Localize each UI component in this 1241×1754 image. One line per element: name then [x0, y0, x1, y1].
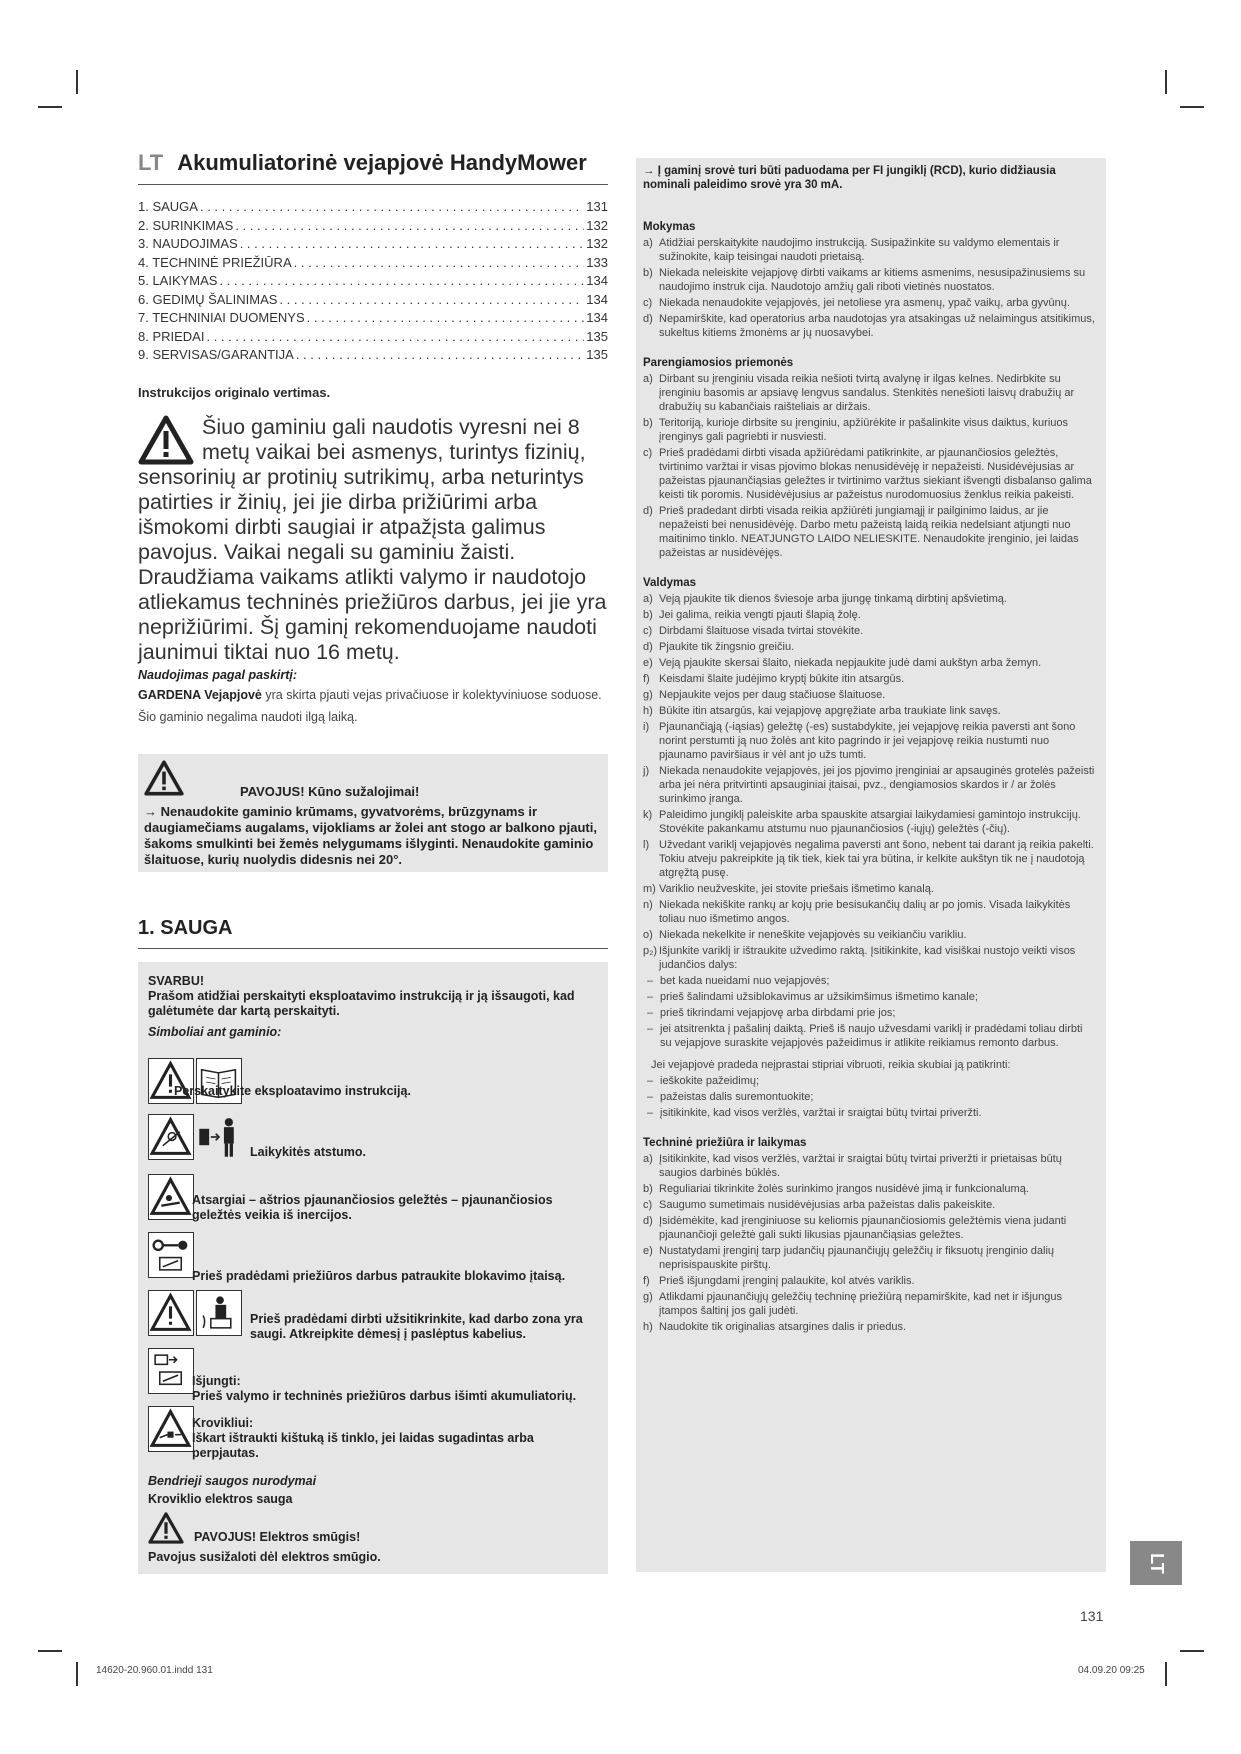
section-title-sauga: 1. SAUGA [138, 917, 608, 949]
translation-note: Instrukcijos originalo vertimas. [138, 385, 331, 400]
list-item: l) Užvedant variklį vejapjovės negalima paversti ant šono, nebent tai darant ją reikia pakelti. Tokiu atveju pakreipkite ją tik tiek, kiek tai yra būtina, ir kelkite aukštyn tik ne į naudotoją atgręžtą pusę. [643, 839, 1094, 879]
table-of-contents [138, 198, 608, 365]
dash-item: – prieš šalindami užsiblokavimus ar užsikimšimus išmetimo kanale; [647, 991, 978, 1003]
crop-mark [38, 1650, 62, 1652]
toc-item[interactable] [138, 217, 608, 236]
section-heading: Parengiamosios priemonės [643, 357, 794, 369]
toc-item[interactable] [138, 254, 608, 273]
toc-title: 6. GEDIMŲ ŠALINIMAS [138, 291, 278, 307]
keep-distance-icon [196, 1114, 242, 1160]
dash-item: – jei atsitrenkta į pašalinį daiktą. Prieš iš naujo užvesdami variklį ir pradėdami toliau dirbti su vejapjove suraskite vejapjovės pažeidimus ir atlikite reikiamus remonto darbus. [647, 1023, 1083, 1049]
toc-item[interactable] [138, 235, 608, 254]
toc-title: 3. NAUDOJIMAS [138, 236, 238, 251]
list-item: m) Variklio neužveskite, jei stovite priešais išmetimo kanalą. [643, 883, 934, 895]
warning-triangle-icon [144, 760, 184, 796]
vibration-text: Jei vejapjovė pradeda neįprastai stipriai vibruoti, reikia skubiai ją patikrinti: [651, 1059, 1011, 1071]
toc-page: 135 [586, 328, 608, 344]
list-item: d) Įsidėmėkite, kad įrenginiuose su keliomis pjaunančiosiomis geležtėmis viena judanti pjaunančioji geležtė gali sukti likusias pjaunančiąsias geležtes. [643, 1215, 1067, 1241]
important-label: SVARBU! [148, 974, 205, 988]
no-continuous-use-text: Šio gaminio negalima naudoti ilgą laiką. [138, 710, 358, 724]
toc-item[interactable] [138, 328, 608, 347]
section-heading: Valdymas [643, 577, 697, 589]
footer-date: 04.09.20 09:25 [1078, 1665, 1145, 1676]
toc-page: 132 [586, 217, 608, 233]
toc-item[interactable] [138, 291, 608, 310]
toc-page: 131 [586, 199, 608, 214]
danger-injury-text: → Nenaudokite gaminio krūmams, gyvatvorėms, brūzgynams ir daugiamečiams augalams, vijokliams ar žolei ant stogo ar balkono pjauti, šakoms smulkinti bei žemės nelygumams išlyginti. Nenaudokite gaminio šlaituose, kurių nuolydis didesnis nei 20°. [144, 804, 597, 867]
crop-mark [1180, 106, 1204, 108]
toc-page: 133 [586, 254, 608, 270]
remove-battery-icon [148, 1348, 194, 1394]
list-item: f) Prieš išjungdami įrenginį palaukite, kol atvės variklis. [643, 1275, 915, 1287]
rcd-note: → Į gaminį srovė turi būti paduodama per FI jungiklį (RCD), kurio didžiausia nominali paleidimo srovė yra 30 mA. [643, 165, 1056, 191]
list-item: g) Nepjaukite vejos per daug stačiuose šlaituose. [643, 689, 886, 701]
toc-title: 9. SERVISAS/GARANTIJA [138, 347, 294, 362]
crop-mark [1165, 70, 1167, 94]
list-item: i) Pjaunančiąją (-iąsias) geležtę (-es) sustabdykite, jei vejapjovę reikia paversti ant šono norint perstumti ją nuo žolės ant kito pagrindo ir jei vejapjovę reikia nustumti nuo pjaunamo paviršiaus ir vėl ant jo užs tumti. [643, 721, 1076, 761]
danger-injury-title: PAVOJUS! Kūno sužalojimai! [240, 784, 420, 799]
list-item: a) Dirbant su įrenginiu visada reikia nešioti tvirtą avalynę ir ilgas kelnes. Nedirbkite su įrenginiu basomis ar apsiavę lengvus sandalus. Stenkitės nenešioti laisvų drabužių ar drabužių su kabančiais raišteliais ar diržais. [643, 373, 1075, 413]
language-code: LT [138, 150, 164, 175]
list-item: c) Prieš pradėdami dirbti visada apžiūrėdami patikrinkite, ar pjaunančiosios geležtės, tvirtinimo varžtai ir visas pjovimo blokas nenusidėvėję ir nepažeisti. Nusidėvėjusias ar pažeistas pjaunančiąsias geležtes ir tvirtinimo varžtus siekiant išvengti disbalanso galima keisti tik poromis. Nusidėvėjusius ar pažeistus nurodomuosius ženklus reikia pakeisti. [643, 447, 1092, 501]
dash-item: – ieškokite pažeidimų; [647, 1075, 760, 1087]
footer-file-info: 14620-20.960.01.indd 131 [96, 1665, 213, 1676]
section-valdymas [643, 576, 1095, 1120]
list-item: k) Paleidimo jungiklį paleiskite arba spauskite atsargiai laikydamiesi gamintojo instrukcijų. Stovėkite pakankamu atstumu nuo pjaunančiosios (-iųjų) geležtės (-čių). [643, 809, 1081, 835]
list-item: p₂) Išjunkite variklį ir ištraukite užvedimo raktą. Įsitikinkite, kad visiškai nustojo veikti visos judančios dalys: [643, 945, 1076, 971]
toc-item[interactable] [138, 272, 608, 291]
remove-key-icon [148, 1232, 194, 1278]
symbol-label: Prieš pradėdami priežiūros darbus patraukite blokavimo įtaisą. [192, 1269, 566, 1283]
list-item: c) Dirbdami šlaituose visada tvirtai stovėkite. [643, 625, 864, 637]
general-safety-heading: Bendrieji saugos nurodymai [148, 1474, 317, 1488]
right-column-box [636, 158, 1106, 1572]
symbol-label: Perskaitykite eksploatavimo instrukciją. [174, 1084, 411, 1098]
safety-box [138, 962, 608, 1574]
symbol-label: Laikykitės atstumo. [250, 1145, 367, 1159]
list-item: d) Nepamirškite, kad operatorius arba naudotojas yra atsakingas už nelaimingus atsitikimus, sukeltus kitiems žmonėms ar jų nuosavybei. [643, 313, 1095, 339]
list-item: o) Niekada nekelkite ir neneškite vejapjovės su veikiančiu varikliu. [643, 929, 967, 941]
warning-symbol-icon [148, 1290, 194, 1336]
important-text: Prašom atidžiai perskaityti eksploatavimo instrukciją ir ją išsaugoti, kad galėtumėte dar kartą perskaityti. [148, 989, 575, 1018]
list-item: h) Naudokite tik originalias atsargines dalis ir priedus. [643, 1321, 907, 1333]
list-item: g) Atlikdami pjaunančiųjų geležčių techninę priežiūrą nepamirškite, kad net ir išjungus įtampos šaltinį jos gali judėti. [643, 1291, 1062, 1317]
toc-title: 4. TECHNINĖ PRIEŽIŪRA [138, 254, 292, 270]
list-item: c) Saugumo sumetimais nusidėvėjusias arba pažeistas dalis pakeiskite. [643, 1199, 996, 1211]
title-text: Akumuliatorinė vejapjovė HandyMower [177, 150, 587, 175]
list-item: a) Įsitikinkite, kad visos veržlės, varžtai ir sraigtai būtų tvirtai priveržti ir prietaisas būtų saugios darbinės būklės. [643, 1153, 1062, 1179]
crop-mark [38, 106, 62, 108]
intended-use [138, 667, 608, 731]
toc-title: 7. TECHNINIAI DUOMENYS [138, 310, 305, 325]
list-item: d) Prieš pradedant dirbti visada reikia apžiūrėti jungiamąjį ir pailginimo laidus, ar jie nepažeisti bei nenusidėvėję. Darbo metu pažeistą laidą reikia nedelsiant atjungti nuo maitinimo tinklo. NEATJUNGTO LAIDO NELIESKITE. Nenaudokite įrenginio, jei laidas pažeistas ar nusidėvėjęs. [643, 505, 1079, 559]
dash-item: – prieš tikrindami vejapjovę arba dirbdami prie jos; [647, 1007, 896, 1019]
crop-mark [1165, 1662, 1167, 1686]
dash-item: – bet kada nueidami nuo vejapjovės; [647, 975, 830, 987]
section-heading: Techninė priežiūra ir laikymas [643, 1137, 807, 1149]
crop-mark [76, 70, 78, 94]
list-item: e) Veją pjaukite skersai šlaito, niekada nepjaukite judė dami aukštyn arba žemyn. [643, 657, 1042, 669]
symbols-heading: Simboliai ant gaminio: [148, 1025, 282, 1039]
list-item: b) Jei galima, reikia vengti pjauti šlapią žolę. [643, 609, 861, 621]
electric-shock-title: PAVOJUS! Elektros smūgis! [194, 1530, 361, 1544]
section-technine-prieziura [643, 1136, 1095, 1334]
toc-title: 1. SAUGA [138, 199, 198, 214]
list-item: a) Atidžiai perskaitykite naudojimo instrukciją. Susipažinkite su valdymo elementais ir sužinokite, kaip teisingai naudoti prietaisą. [643, 237, 1060, 263]
page-number: 131 [1080, 1608, 1104, 1624]
language-side-tab [1130, 1541, 1182, 1585]
list-item: h) Būkite itin atsargūs, kai vejapjovę apgręžiate arba traukiate link savęs. [643, 705, 1001, 717]
symbol-label: Krovikliui: [192, 1416, 254, 1430]
list-item: d) Pjaukite tik žingsnio greičiu. [643, 641, 795, 653]
charger-safety-heading: Kroviklio elektros sauga [148, 1492, 293, 1506]
page-title [138, 150, 608, 185]
list-item: c) Niekada nenaudokite vejapjovės, jei netoliese yra asmenų, ypač vaikų, arba gyvūnų. [643, 297, 1070, 309]
child-safety-text: Šiuo gaminiu gali naudotis vyresni nei 8 metų vaikai bei asmenys, turintys fizinių, sensorinių ar protinių sutrikimų, arba neturintys patirties ir žinių, jei jie dirba prižiūrimi arba išmokomi dirbti saugiai ir atpažįsta galimus pavojus. Vaikai negali su gaminiu žaisti. Draudžiama vaikams atlikti valymo ir naudotojo atliekamus techninės priežiūros darbus, jei jie yra neprižiūrimi. Šį gaminį rekomenduojame naudoti jaunimui tiktai nuo 16 metų. [138, 415, 607, 664]
toc-page: 134 [586, 310, 608, 325]
list-item: j) Niekada nenaudokite vejapjovės, jei jos pjovimo įrenginiai ar apsauginės grotelės pažeisti arba jei nėra pritvirtinti apsauginiai įtaisai, pvz., dengiamosios skardos ir / ar žolės surinkimo įranga. [643, 765, 1095, 805]
toc-page: 132 [586, 236, 608, 251]
toc-item[interactable] [138, 346, 608, 365]
list-item: b) Teritoriją, kurioje dirbsite su įrenginiu, apžiūrėkite ir pašalinkite visus daiktus, kuriuos įrenginys gali pagriebti ir nusviesti. [643, 417, 1069, 443]
symbol-text: Prieš valymo ir techninės priežiūros darbus išimti akumuliatorių. [192, 1389, 577, 1403]
toc-title: 2. SURINKIMAS [138, 217, 234, 233]
symbol-label: Išjungti: [192, 1374, 241, 1388]
list-item: b) Niekada neleiskite vejapjovę dirbti vaikams ar kitiems asmenims, nesusipažinusiems su naudojimo instruk cija. Naudotojo amžių gali riboti vietinės nuostatos. [643, 267, 1086, 293]
crop-mark [1180, 1650, 1204, 1652]
crop-mark [76, 1662, 78, 1686]
electric-shock-text: Pavojus susižaloti dėl elektros smūgio. [148, 1550, 381, 1564]
warning-triangle-icon [138, 415, 194, 465]
dash-item: – įsitikinkite, kad visos veržlės, varžtai ir sraigtai būtų tvirtai priveržti. [647, 1107, 982, 1119]
danger-injury-box [138, 754, 608, 872]
dash-item: – pažeistas dalis suremontuokite; [647, 1091, 814, 1103]
toc-item[interactable] [138, 309, 608, 328]
child-safety-warning [138, 415, 608, 665]
toc-title: 5. LAIKYMAS [138, 273, 218, 288]
brand-name: GARDENA Vejapjovė [138, 688, 262, 702]
safe-work-area-icon [196, 1290, 242, 1336]
sharp-blades-warning-icon [148, 1174, 194, 1220]
toc-title: 8. PRIEDAI [138, 328, 205, 344]
section-parengiamosios [643, 356, 1095, 560]
toc-item[interactable] [138, 198, 608, 217]
section-heading: Mokymas [643, 221, 696, 233]
list-item: n) Niekada nekiškite rankų ar kojų prie besisukančių dalių ar po jomis. Visada laikykitės toliau nuo išmetimo angos. [643, 899, 1071, 925]
intended-use-heading: Naudojimas pagal paskirtį: [138, 668, 298, 682]
toc-page: 135 [586, 347, 608, 362]
list-item: e) Nustatydami įrenginį tarp judančių pjaunančiųjų geležčių ir fiksuotų įrenginio dalių neprisispauskite pirštų. [643, 1245, 1055, 1271]
list-item: b) Reguliariai tikrinkite žolės surinkimo įrangos nusidėvė jimą ir funkcionalumą. [643, 1183, 1029, 1195]
side-tab-label: LT [1146, 1552, 1167, 1574]
symbol-label: Atsargiai – aštrios pjaunančiosios geležtės – pjaunančiosios geležtės veikia iš inercijos. [192, 1193, 553, 1222]
symbol-label: Prieš pradėdami dirbti užsitikrinkite, kad darbo zona yra saugi. Atkreipkite dėmesį į paslėptus kabelius. [250, 1312, 583, 1341]
intended-use-text: yra skirta pjauti vejas privačiuose ir kolektyviniuose soduose. [261, 688, 602, 702]
symbol-text: Iškart ištraukti kištuką iš tinklo, jei laidas sugadintas arba perpjautas. [192, 1431, 534, 1460]
list-item: a) Veją pjaukite tik dienos šviesoje arba įjungę tinkamą dirbtinį apšvietimą. [643, 593, 1007, 605]
toc-page: 134 [586, 291, 608, 307]
toc-page: 134 [586, 273, 608, 288]
section-mokymas [643, 220, 1095, 340]
unplug-warning-icon [148, 1406, 194, 1452]
list-item: f) Keisdami šlaite judėjimo kryptį būkite itin atsargūs. [643, 673, 905, 685]
warning-triangle-icon [148, 1512, 184, 1544]
warning-symbol-icon [148, 1114, 194, 1160]
